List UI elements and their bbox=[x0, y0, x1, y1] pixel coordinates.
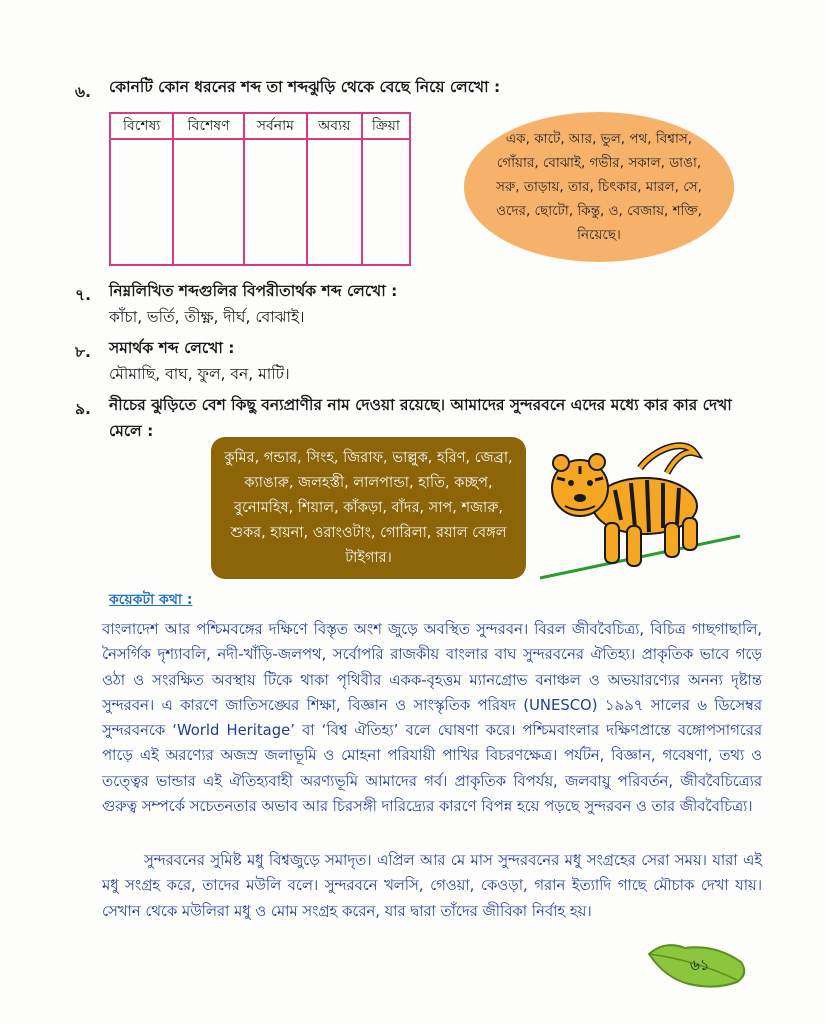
word-basket bbox=[464, 112, 734, 262]
q8-number: ৮. bbox=[75, 343, 91, 361]
table-header: সর্বনাম bbox=[244, 113, 307, 139]
q9-number: ৯. bbox=[75, 400, 91, 418]
word-type-table bbox=[109, 112, 411, 266]
q7-words: কাঁচা, ভর্তি, তীক্ষ্ণ, দীর্ঘ, বোঝাই। bbox=[109, 308, 305, 326]
table-cell bbox=[110, 139, 173, 265]
q7-text: নিম্নলিখিত শব্দগুলির বিপরীতার্থক শব্দ লেখো : bbox=[109, 282, 398, 300]
q6-number: ৬. bbox=[75, 83, 91, 101]
animal-basket-text: কুমির, গন্ডার, সিংহ, জিরাফ, ভাল্লুক, হরিণ, জেব্রা, ক্যাঙারু, জলহস্তী, লালপান্ডা, হাতি, কচ্ছপ, বুনোমহিষ, শিয়াল, কাঁকড়া, বাঁদর, সাপ, শজারু, শুকর, হায়না, ওরাংওটাং, গোরিলা, রয়াল বেঙ্গল টাইগার। bbox=[224, 449, 513, 566]
page-number: ৬১ bbox=[690, 956, 710, 974]
table-header: বিশেষ্য bbox=[110, 113, 173, 139]
q7-number: ৭. bbox=[75, 286, 91, 304]
q9-text: নীচের ঝুড়িতে বেশ কিছু বন্যপ্রাণীর নাম দেওয়া রয়েছে। আমাদের সুন্দরবনে এদের মধ্যে কার কার দেখা মেলে : bbox=[109, 396, 732, 440]
table-cell bbox=[244, 139, 307, 265]
q8-words: মৌমাছি, বাঘ, ফুল, বন, মাটি। bbox=[109, 365, 290, 383]
word-basket-text: এক, কাটে, আর, ভুল, পথ, বিশ্বাস, গোঁয়ার, বোঝাই, গভীর, সকাল, ডাঙা, সরু, তাড়ায়, তার, চিৎকার, মারল, সে, ওদের, ছোটো, কিন্তু, ও, বেজায়, শক্তি, নিয়েছে। bbox=[496, 131, 702, 243]
notes-paragraph-1: বাংলাদেশ আর পশ্চিমবঙ্গের দক্ষিণে বিস্তৃত অংশ জুড়ে অবস্থিত সুন্দরবন। বিরল জীববৈচিত্র্য, বিচিত্র গাছগাছালি, নৈসর্গিক দৃশ্যাবলি, নদী-খাঁড়ি-জলপথ, সর্বোপরি রাজকীয় বাংলার বাঘ সুন্দরবনের ঐতিহ্য। প্রাকৃতিক ভাবে গড়ে ওঠা ও সংরক্ষিত অবস্থায় টিকে থাকা পৃথিবীর একক-বৃহত্তম ম্যানগ্রোভ বনাঞ্চল ও অভয়ারণ্যের অনন্য দৃষ্টান্ত সুন্দরবন। এ কারণে জাতিসঙ্ঘের শিক্ষা, বিজ্ঞান ও সাংস্কৃতিক পরিষদ (UNESCO) ১৯৯৭ সালের ৬ ডিসেম্বর সুন্দরবনকে ‘World Heritage’ বা ‘বিশ্ব ঐতিহ্য’ বলে ঘোষণা করে। পশ্চিমবাংলার দক্ষিণপ্রান্তে বঙ্গোপসাগরের পাড়ে এই অরণ্যের অজস্র জলাভূমি ও মোহনা পরিযায়ী পাখির বিচরণক্ষেত্র। পর্যটন, বিজ্ঞান, গবেষণা, তথ্য ও তত্ত্বের ভান্ডার এই ঐতিহ্যবাহী অরণ্যভূমি আমাদের গর্ব। প্রাকৃতিক বিপর্যয়, জলবায়ু পরিবর্তন, জীববৈচিত্র্যের গুরুত্ব সম্পর্কে সচেতনতার অভাব আর চিরসঙ্গী দারিদ্র্যের কারণে বিপন্ন হয়ে পড়ছে সুন্দরবন ও তার জীববৈচিত্র্য। bbox=[102, 621, 762, 816]
q8-text: সমার্থক শব্দ লেখো : bbox=[109, 339, 235, 357]
q6-text: কোনটি কোন ধরনের শব্দ তা শব্দঝুড়ি থেকে বেছে নিয়ে লেখো : bbox=[109, 78, 501, 96]
notes-paragraph-2: সুন্দরবনের সুমিষ্ট মধু বিশ্বজুড়ে সমাদৃত। এপ্রিল আর মে মাস সুন্দরবনের মধু সংগ্রহের সেরা সময়। যারা এই মধু সংগ্রহ করে, তাদের মউলি বলে। সুন্দরবনে খলসি, গেওয়া, কেওড়া, গরান ইত্যাদি গাছে মৌচাক দেখা যায়। সেখান থেকে মউলিরা মধু ও মোম সংগ্রহ করেন, যার দ্বারা তাঁদের জীবিকা নির্বাহ হয়। bbox=[102, 852, 762, 920]
tiger-illustration bbox=[535, 428, 745, 586]
table-header: ক্রিয়া bbox=[362, 113, 410, 139]
animal-basket bbox=[211, 437, 526, 579]
table-header: বিশেষণ bbox=[173, 113, 243, 139]
table-header: অব্যয় bbox=[307, 113, 362, 139]
table-cell bbox=[362, 139, 410, 265]
table-cell bbox=[173, 139, 243, 265]
table-cell bbox=[307, 139, 362, 265]
notes-heading: কয়েকটা কথা : bbox=[109, 592, 193, 608]
